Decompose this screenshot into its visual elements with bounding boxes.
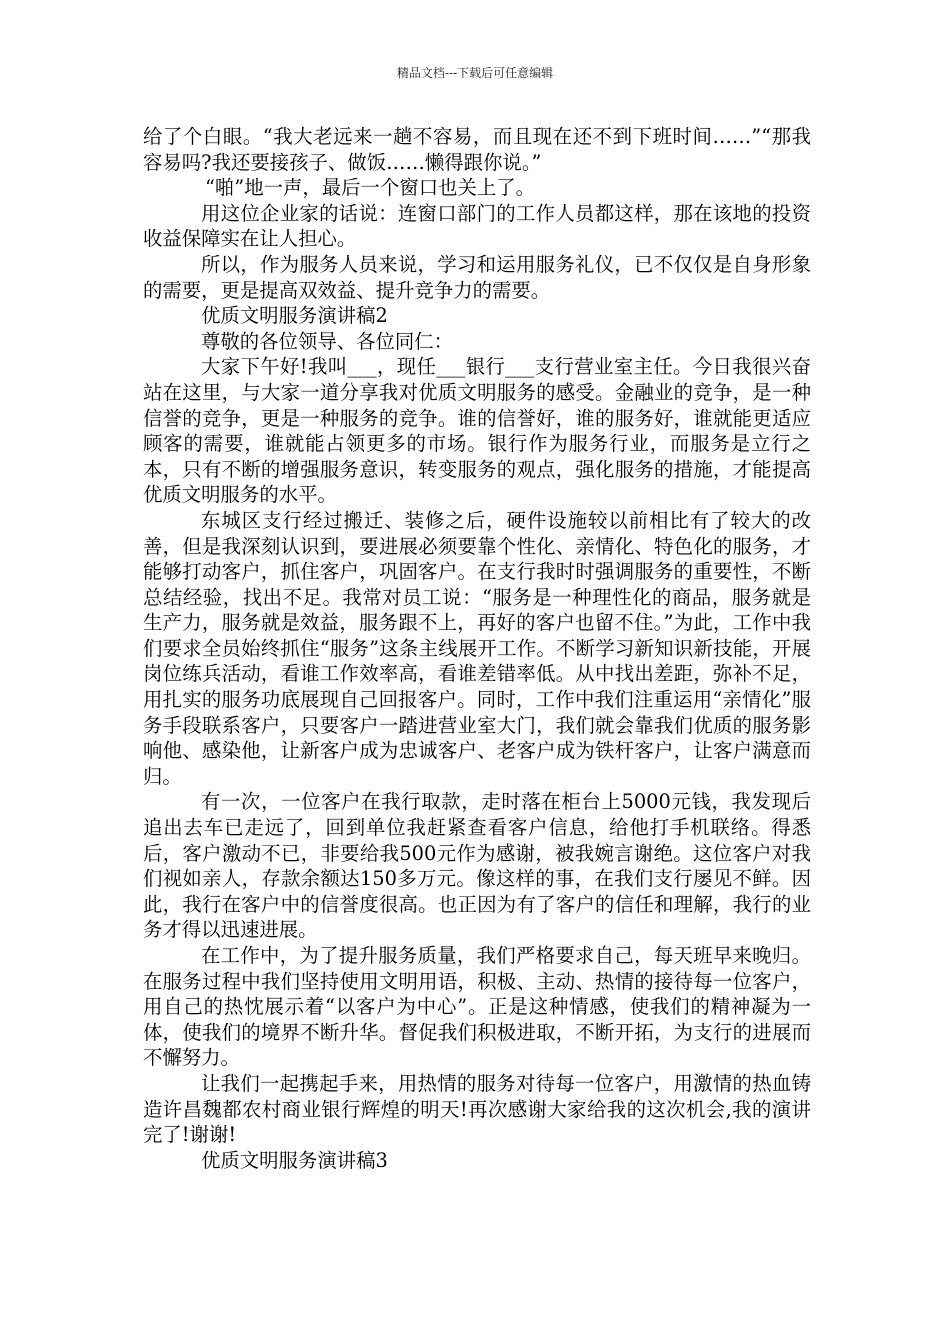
document-body (143, 124, 811, 1173)
paragraph-introduction: 大家下午好!我叫___，现任___银行___支行营业室主任。今日我很兴奋站在这里，与大家一道分享我对优质文明服务的感受。金融业的竞争，是一种信誉的竞争，更是一种服务的竞争。谁的信誉好，谁的服务好，谁就能更适应顾客的需要，谁就能占领更多的市场。银行作为服务行业，而服务是立行之本，只有不断的增强服务意识，转变服务的观点，强化服务的措施，才能提高优质文明服务的水平。 (143, 355, 811, 507)
section-title-speech-2: 优质文明服务演讲稿2 (201, 304, 388, 328)
page-header: 精品文档---下载后可任意编辑 (396, 66, 554, 80)
paragraph-continuation: 给了个白眼。“我大老远来一趟不容易，而且现在还不到下班时间……”“那我容易吗?我还要接孩子、做饭……懒得跟你说。” (143, 125, 811, 174)
paragraph-branch-service: 东城区支行经过搬迁、装修之后，硬件设施较以前相比有了较大的改善，但是我深刻认识到，要进展必须要靠个性化、亲情化、特色化的服务，才能够打动客户，抓住客户，巩固客户。在支行我时时强调服务的重要性，不断总结经验，找出不足。我常对员工说：“服务是一种理性化的商品，服务就是生产力，服务就是效益，服务跟不上，再好的客户也留不住。”为此，工作中我们要求全员始终抓住“服务”这条主线展开工作。不断学习新知识新技能，开展岗位练兵活动，看谁工作效率高，看谁差错率低。从中找出差距，弥补不足，用扎实的服务功底展现自己回报客户。同时，工作中我们注重运用“亲情化”服务手段联系客户，只要客户一踏进营业室大门，我们就会靠我们优质的服务影响他、感染他，让新客户成为忠诚客户、老客户成为铁杆客户，让客户满意而归。 (143, 508, 811, 788)
salutation: 尊敬的各位领导、各位同仁： (201, 329, 454, 353)
paragraph-entrepreneur-quote: 用这位企业家的话说：连窗口部门的工作人员都这样，那在该地的投资收益保障实在让人担心。 (143, 201, 811, 251)
paragraph-window-closed: “啪”地一声，最后一个窗口也关上了。 (205, 176, 536, 200)
paragraph-work-quality: 在工作中，为了提升服务质量，我们严格要求自己，每天班早来晚归。在服务过程中我们坚持使用文明用语，积极、主动、热情的接待每一位客户，用自己的热忱展示着“以客户为中心”。正是这种情感，使我们的精神凝为一体，使我们的境界不断升华。督促我们积极进取，不断开拓，为支行的进展而不懈努力。 (143, 944, 811, 1070)
paragraph-customer-story: 有一次，一位客户在我行取款，走时落在柜台上5000元钱，我发现后追出去车已走远了，回到单位我赶紧查看客户信息，给他打手机联络。得悉后，客户激动不已，非要给我500元作为感谢，被我婉言谢绝。这位客户对我们视如亲人，存款余额达150多万元。像这样的事，在我们支行屡见不鲜。因此，我行在客户中的信誉度很高。也正因为有了客户的信任和理解，我行的业务才得以迅速进展。 (143, 790, 811, 942)
paragraph-closing: 让我们一起携起手来，用热情的服务对待每一位客户，用激情的热血铸造许昌魏都农村商业银行辉煌的明天!再次感谢大家给我的这次机会,我的演讲完了!谢谢! (143, 1071, 811, 1147)
paragraph-service-etiquette: 所以，作为服务人员来说，学习和运用服务礼仪，已不仅仅是自身形象的需要，更是提高双效益、提升竞争力的需要。 (143, 252, 811, 302)
section-title-speech-3: 优质文明服务演讲稿3 (201, 1148, 388, 1172)
